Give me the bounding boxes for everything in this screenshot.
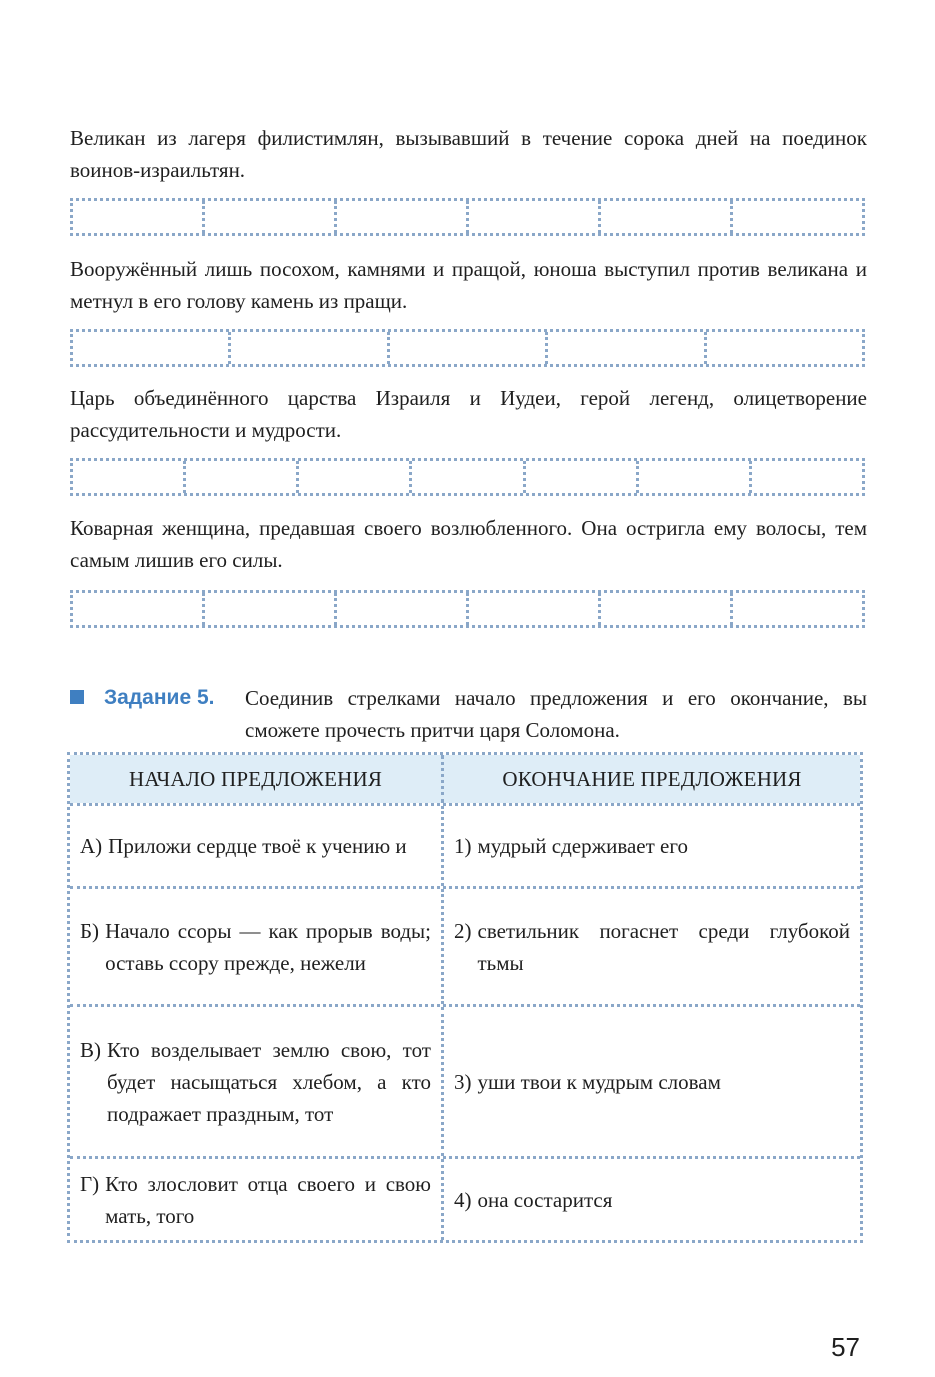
item-text: мудрый сдерживает его <box>477 834 688 858</box>
answer-cell[interactable] <box>334 201 466 233</box>
table-row <box>70 1156 860 1240</box>
answer-cell[interactable] <box>523 461 636 493</box>
answer-cell[interactable] <box>409 461 522 493</box>
page-number: 57 <box>831 1332 860 1362</box>
answer-cell[interactable] <box>334 593 466 625</box>
answer-cell[interactable] <box>73 332 228 364</box>
item-text: Кто злословит отца своего и свою мать, того <box>105 1171 431 1228</box>
answer-cell[interactable] <box>202 201 334 233</box>
table-row <box>70 886 860 1004</box>
answer-cell[interactable] <box>730 593 862 625</box>
table-row <box>70 1004 860 1156</box>
item-text: Кто возделывает землю свою, тот будет насыщаться хлебом, а кто подражает праздным, тот <box>107 1037 431 1126</box>
clue-text-4: Коварная женщина, предавшая своего возлюбленного. Она остригла ему волосы, тем самым лишив его силы. <box>70 516 867 572</box>
table-header-row <box>70 755 860 803</box>
answer-cell[interactable] <box>636 461 749 493</box>
answer-cell[interactable] <box>202 593 334 625</box>
item-label: А) <box>80 834 103 858</box>
answer-cell[interactable] <box>73 461 183 493</box>
item-text: светильник погаснет среди глубокой тьмы <box>477 918 850 975</box>
sentence-start-v[interactable] <box>70 1007 441 1156</box>
item-label: 4) <box>454 1187 472 1212</box>
answer-grid-3[interactable] <box>70 458 865 496</box>
sentence-end-3[interactable] <box>441 1007 860 1156</box>
item-label: 2) <box>454 918 472 943</box>
answer-cell[interactable] <box>704 332 862 364</box>
answer-cell[interactable] <box>73 201 202 233</box>
answer-cell[interactable] <box>598 201 730 233</box>
answer-cell[interactable] <box>228 332 386 364</box>
item-label: Б) <box>80 918 100 943</box>
sentence-start-a[interactable] <box>70 806 441 886</box>
sentence-start-g[interactable] <box>70 1159 441 1240</box>
answer-cell[interactable] <box>466 593 598 625</box>
answer-grid-4[interactable] <box>70 590 865 628</box>
task-label: Задание 5. <box>104 686 215 709</box>
clue-text-1: Великан из лагеря филистимлян, вызывавший в течение сорока дней на поединок воинов-израильтян. <box>70 126 867 182</box>
sentence-end-4[interactable] <box>441 1159 860 1240</box>
clue-text-3: Царь объединённого царства Израиля и Иудеи, герой легенд, олицетворение рассудительности и мудрости. <box>70 386 867 442</box>
header-end: ОКОНЧАНИЕ ПРЕДЛОЖЕНИЯ <box>441 755 860 803</box>
sentence-start-b[interactable] <box>70 889 441 1004</box>
item-label: В) <box>80 1037 101 1062</box>
sentence-end-2[interactable] <box>441 889 860 1004</box>
answer-cell[interactable] <box>545 332 703 364</box>
matching-table <box>67 752 863 1243</box>
item-text: Приложи сердце твоё к учению и <box>108 834 407 858</box>
answer-cell[interactable] <box>598 593 730 625</box>
answer-cell[interactable] <box>730 201 862 233</box>
answer-cell[interactable] <box>73 593 202 625</box>
task-5 <box>70 682 867 746</box>
answer-grid-2[interactable] <box>70 329 865 367</box>
item-text: она состарится <box>477 1187 613 1212</box>
answer-cell[interactable] <box>749 461 862 493</box>
item-text: уши твои к мудрым словам <box>477 1069 721 1094</box>
item-label: 3) <box>454 1069 472 1094</box>
task-instruction: Соединив стрелками начало предложения и его окончание, вы сможете прочесть притчи царя Соломона. <box>245 686 867 742</box>
sentence-end-1[interactable] <box>441 806 860 886</box>
item-label: Г) <box>80 1171 100 1196</box>
answer-cell[interactable] <box>466 201 598 233</box>
item-label: 1) <box>454 834 472 858</box>
answer-cell[interactable] <box>387 332 545 364</box>
answer-cell[interactable] <box>296 461 409 493</box>
clue-text-2: Вооружённый лишь посохом, камнями и пращой, юноша выступил против великана и метнул в его голову камень из пращи. <box>70 257 867 313</box>
answer-grid-1[interactable] <box>70 198 865 236</box>
table-row <box>70 803 860 886</box>
item-text: Начало ссоры — как прорыв воды; оставь ссору прежде, нежели <box>105 918 431 975</box>
answer-cell[interactable] <box>183 461 296 493</box>
header-start: НАЧАЛО ПРЕДЛОЖЕНИЯ <box>128 767 383 791</box>
square-bullet-icon <box>70 690 84 704</box>
